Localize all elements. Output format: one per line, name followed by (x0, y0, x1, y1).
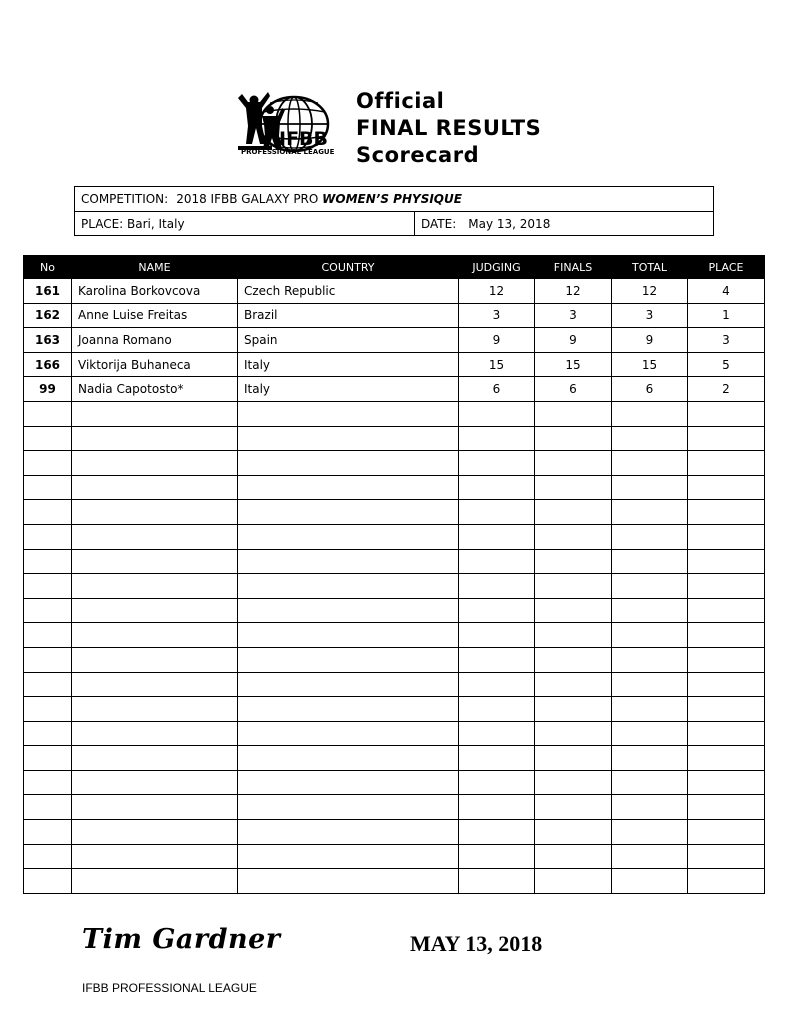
table-row (24, 279, 765, 304)
empty-cell (238, 795, 459, 820)
table-row (24, 377, 765, 402)
cell-finals: 9 (535, 328, 612, 353)
empty-cell (459, 500, 535, 525)
empty-cell (535, 401, 612, 426)
empty-cell (24, 598, 72, 623)
empty-cell (238, 697, 459, 722)
column-header-country: COUNTRY (238, 256, 459, 279)
logo-text (235, 128, 345, 156)
empty-cell (535, 869, 612, 894)
empty-cell (612, 820, 688, 845)
empty-cell (24, 869, 72, 894)
empty-cell (24, 770, 72, 795)
empty-table-row (24, 672, 765, 697)
empty-cell (459, 475, 535, 500)
empty-table-row (24, 500, 765, 525)
empty-cell (535, 770, 612, 795)
empty-cell (459, 598, 535, 623)
empty-cell (24, 820, 72, 845)
empty-table-row (24, 475, 765, 500)
empty-cell (72, 820, 238, 845)
empty-cell (688, 770, 765, 795)
empty-cell (238, 574, 459, 599)
column-header-judging: JUDGING (459, 256, 535, 279)
empty-cell (612, 549, 688, 574)
title-line-1: Official (356, 89, 445, 113)
empty-cell (688, 524, 765, 549)
empty-cell (72, 770, 238, 795)
empty-cell (24, 795, 72, 820)
title-line-3: Scorecard (356, 143, 480, 167)
empty-cell (535, 549, 612, 574)
cell-judging: 6 (459, 377, 535, 402)
empty-table-row (24, 598, 765, 623)
empty-cell (535, 795, 612, 820)
date-value: May 13, 2018 (468, 217, 551, 231)
empty-cell (688, 844, 765, 869)
empty-cell (535, 820, 612, 845)
empty-cell (459, 697, 535, 722)
empty-cell (459, 426, 535, 451)
column-header-name: NAME (72, 256, 238, 279)
empty-cell (459, 549, 535, 574)
empty-cell (535, 574, 612, 599)
empty-cell (535, 426, 612, 451)
empty-cell (688, 697, 765, 722)
empty-cell (238, 475, 459, 500)
empty-cell (238, 721, 459, 746)
empty-cell (459, 451, 535, 476)
empty-cell (459, 721, 535, 746)
empty-cell (24, 426, 72, 451)
empty-cell (72, 574, 238, 599)
cell-country: Italy (238, 352, 459, 377)
cell-name: Anne Luise Freitas (72, 303, 238, 328)
cell-name: Nadia Capotosto* (72, 377, 238, 402)
empty-table-row (24, 401, 765, 426)
empty-cell (24, 721, 72, 746)
cell-place: 3 (688, 328, 765, 353)
column-header-place: PLACE (688, 256, 765, 279)
empty-cell (72, 795, 238, 820)
cell-name: Viktorija Buhaneca (72, 352, 238, 377)
empty-table-row (24, 820, 765, 845)
empty-cell (688, 574, 765, 599)
empty-table-row (24, 524, 765, 549)
cell-total: 9 (612, 328, 688, 353)
empty-cell (535, 598, 612, 623)
empty-table-row (24, 770, 765, 795)
empty-cell (24, 574, 72, 599)
empty-cell (72, 426, 238, 451)
empty-cell (72, 623, 238, 648)
empty-cell (688, 451, 765, 476)
logo-subtitle: PROFESSIONAL LEAGUE (241, 148, 335, 156)
empty-cell (238, 549, 459, 574)
date-cell (415, 212, 713, 236)
judge-signature: Tim Gardner (82, 924, 281, 955)
empty-cell (238, 524, 459, 549)
cell-finals: 12 (535, 279, 612, 304)
empty-cell (612, 524, 688, 549)
empty-table-row (24, 795, 765, 820)
results-body (24, 279, 765, 894)
place-value: Bari, Italy (127, 217, 185, 231)
empty-cell (612, 647, 688, 672)
empty-cell (238, 500, 459, 525)
empty-cell (24, 647, 72, 672)
signature-date: MAY 13, 2018 (410, 931, 543, 956)
empty-cell (688, 475, 765, 500)
empty-table-row (24, 647, 765, 672)
cell-judging: 3 (459, 303, 535, 328)
table-row (24, 328, 765, 353)
cell-finals: 15 (535, 352, 612, 377)
empty-cell (612, 770, 688, 795)
competition-label: COMPETITION: (81, 192, 169, 206)
empty-table-row (24, 451, 765, 476)
empty-table-row (24, 549, 765, 574)
empty-cell (688, 795, 765, 820)
empty-cell (72, 647, 238, 672)
cell-name: Joanna Romano (72, 328, 238, 353)
empty-cell (535, 672, 612, 697)
empty-cell (688, 820, 765, 845)
empty-cell (459, 623, 535, 648)
empty-cell (72, 524, 238, 549)
empty-cell (535, 524, 612, 549)
table-row (24, 352, 765, 377)
cell-no: 162 (24, 303, 72, 328)
empty-cell (72, 500, 238, 525)
cell-total: 12 (612, 279, 688, 304)
empty-cell (688, 426, 765, 451)
empty-cell (24, 746, 72, 771)
empty-table-row (24, 623, 765, 648)
empty-cell (535, 623, 612, 648)
competition-row (75, 187, 713, 212)
empty-cell (24, 623, 72, 648)
table-header-row (24, 256, 765, 279)
empty-cell (459, 574, 535, 599)
empty-cell (612, 844, 688, 869)
empty-cell (688, 647, 765, 672)
empty-cell (688, 500, 765, 525)
empty-cell (238, 598, 459, 623)
empty-cell (459, 672, 535, 697)
cell-country: Brazil (238, 303, 459, 328)
empty-cell (688, 623, 765, 648)
empty-cell (24, 844, 72, 869)
cell-no: 163 (24, 328, 72, 353)
empty-cell (24, 697, 72, 722)
empty-cell (688, 401, 765, 426)
empty-table-row (24, 426, 765, 451)
empty-table-row (24, 574, 765, 599)
cell-country: Italy (238, 377, 459, 402)
empty-cell (24, 524, 72, 549)
empty-cell (72, 549, 238, 574)
empty-cell (459, 770, 535, 795)
cell-judging: 9 (459, 328, 535, 353)
empty-cell (612, 475, 688, 500)
empty-cell (238, 844, 459, 869)
empty-cell (612, 869, 688, 894)
empty-cell (459, 746, 535, 771)
empty-cell (459, 820, 535, 845)
empty-cell (612, 426, 688, 451)
empty-cell (238, 770, 459, 795)
empty-cell (688, 721, 765, 746)
empty-cell (24, 475, 72, 500)
empty-cell (24, 549, 72, 574)
empty-table-row (24, 746, 765, 771)
cell-total: 15 (612, 352, 688, 377)
empty-cell (24, 500, 72, 525)
cell-place: 5 (688, 352, 765, 377)
empty-cell (238, 820, 459, 845)
empty-cell (535, 721, 612, 746)
empty-cell (612, 451, 688, 476)
empty-cell (612, 721, 688, 746)
empty-cell (72, 844, 238, 869)
cell-finals: 3 (535, 303, 612, 328)
empty-cell (688, 672, 765, 697)
cell-judging: 15 (459, 352, 535, 377)
empty-cell (238, 451, 459, 476)
empty-cell (612, 401, 688, 426)
empty-cell (688, 869, 765, 894)
cell-country: Czech Republic (238, 279, 459, 304)
empty-cell (688, 549, 765, 574)
column-header-total: TOTAL (612, 256, 688, 279)
empty-cell (688, 598, 765, 623)
empty-cell (459, 647, 535, 672)
empty-cell (459, 869, 535, 894)
empty-cell (459, 401, 535, 426)
cell-no: 166 (24, 352, 72, 377)
empty-cell (612, 672, 688, 697)
empty-cell (72, 598, 238, 623)
empty-cell (238, 672, 459, 697)
empty-cell (72, 475, 238, 500)
empty-cell (72, 746, 238, 771)
empty-cell (535, 500, 612, 525)
empty-cell (24, 672, 72, 697)
empty-cell (612, 598, 688, 623)
empty-table-row (24, 869, 765, 894)
empty-cell (72, 672, 238, 697)
empty-cell (238, 746, 459, 771)
empty-cell (535, 451, 612, 476)
empty-cell (459, 844, 535, 869)
empty-table-row (24, 697, 765, 722)
results-table (23, 255, 765, 894)
cell-total: 6 (612, 377, 688, 402)
column-header-no: No (24, 256, 72, 279)
table-row (24, 303, 765, 328)
empty-cell (72, 721, 238, 746)
competition-info-box (74, 186, 714, 236)
empty-cell (612, 795, 688, 820)
empty-cell (535, 844, 612, 869)
title-line-2: FINAL RESULTS (356, 116, 542, 140)
empty-cell (459, 795, 535, 820)
empty-cell (238, 647, 459, 672)
competition-name: 2018 IFBB GALAXY PRO (176, 192, 319, 206)
cell-judging: 12 (459, 279, 535, 304)
empty-cell (72, 697, 238, 722)
column-header-finals: FINALS (535, 256, 612, 279)
empty-cell (612, 697, 688, 722)
place-cell (75, 212, 415, 236)
cell-place: 2 (688, 377, 765, 402)
empty-table-row (24, 844, 765, 869)
empty-cell (535, 697, 612, 722)
empty-cell (612, 500, 688, 525)
empty-cell (535, 475, 612, 500)
cell-no: 99 (24, 377, 72, 402)
empty-cell (238, 869, 459, 894)
empty-cell (238, 401, 459, 426)
organization-name: IFBB PROFESSIONAL LEAGUE (82, 981, 257, 995)
cell-finals: 6 (535, 377, 612, 402)
empty-cell (72, 401, 238, 426)
empty-cell (612, 746, 688, 771)
empty-cell (612, 574, 688, 599)
empty-cell (238, 623, 459, 648)
division-name: WOMEN’S PHYSIQUE (322, 192, 462, 206)
cell-place: 4 (688, 279, 765, 304)
logo-name: IFBB (279, 128, 329, 150)
empty-table-row (24, 721, 765, 746)
empty-cell (72, 451, 238, 476)
empty-cell (688, 746, 765, 771)
cell-no: 161 (24, 279, 72, 304)
page-title (356, 88, 541, 169)
cell-total: 3 (612, 303, 688, 328)
empty-cell (535, 746, 612, 771)
cell-name: Karolina Borkovcova (72, 279, 238, 304)
place-label: PLACE: (81, 217, 124, 231)
empty-cell (72, 869, 238, 894)
date-label: DATE: (421, 217, 457, 231)
empty-cell (24, 451, 72, 476)
empty-cell (612, 623, 688, 648)
cell-place: 1 (688, 303, 765, 328)
empty-cell (238, 426, 459, 451)
empty-cell (535, 647, 612, 672)
empty-cell (24, 401, 72, 426)
empty-cell (459, 524, 535, 549)
cell-country: Spain (238, 328, 459, 353)
